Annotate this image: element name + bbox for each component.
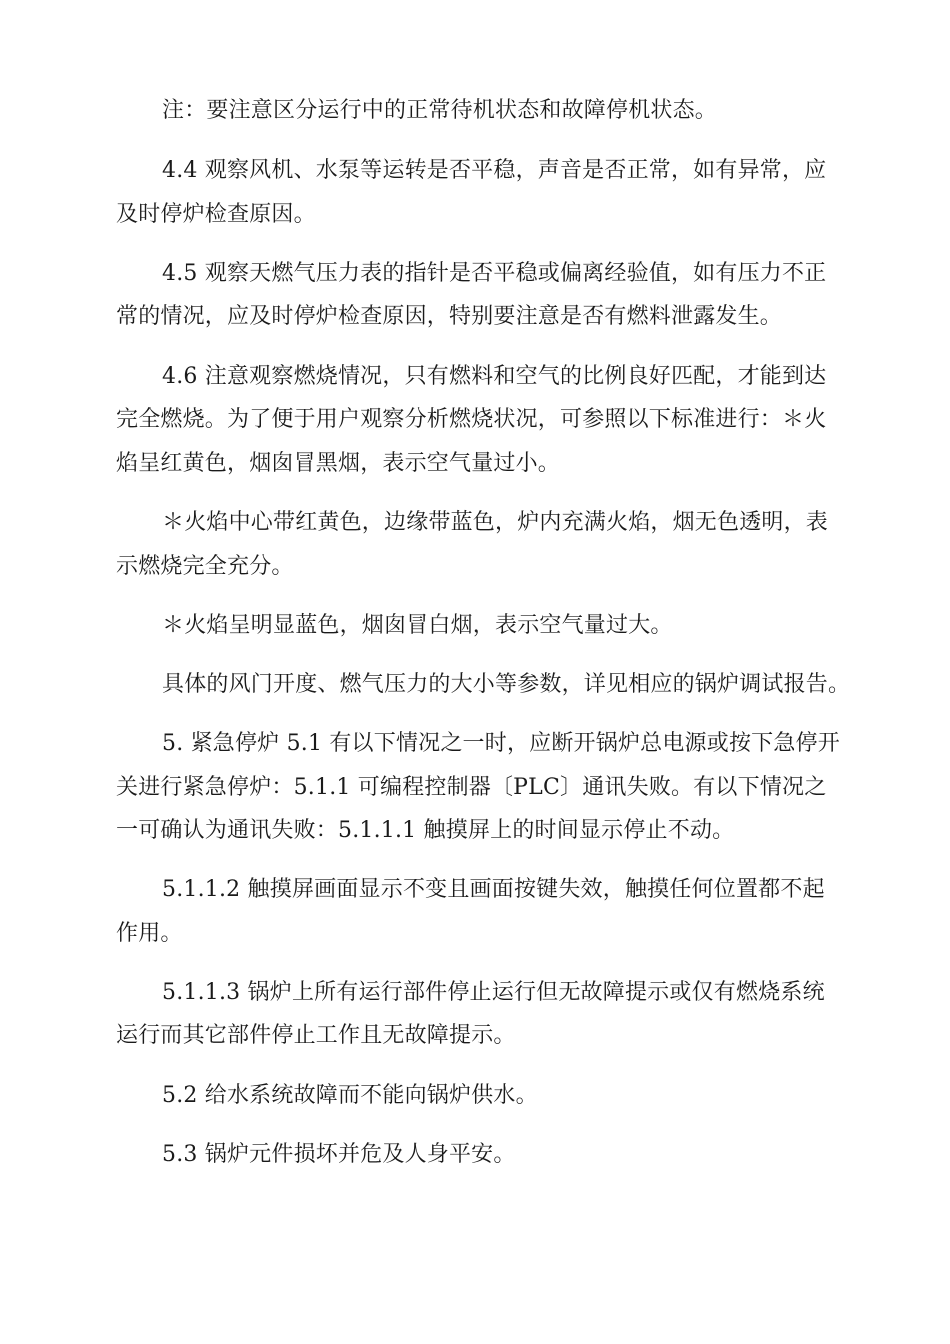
text-line: 一可确认为通讯失败：5.1.1.1 触摸屏上的时间显示停止不动。 [116, 818, 735, 843]
text-line: 5. 紧急停炉 5.1 有以下情况之一时，应断开锅炉总电源或按下急停开 [162, 731, 840, 756]
text-line: 及时停炉检查原因。 [116, 202, 316, 227]
text-line: 4.4 观察风机、水泵等运转是否平稳，声音是否正常，如有异常，应 [162, 158, 827, 183]
text-line: 示燃烧完全充分。 [116, 554, 294, 579]
text-line: 常的情况，应及时停炉检查原因，特别要注意是否有燃料泄露发生。 [116, 304, 783, 329]
text-line: 完全燃烧。为了便于用户观察分析燃烧状况，可参照以下标准进行：＊火 [116, 407, 827, 432]
text-line: ＊火焰中心带红黄色，边缘带蓝色，炉内充满火焰，烟无色透明，表 [162, 510, 829, 535]
text-line: 5.1.1.2 触摸屏画面显示不变且画面按键失效，触摸任何位置都不起 [162, 877, 825, 902]
text-line: 注：要注意区分运行中的正常待机状态和故障停机状态。 [162, 98, 718, 123]
text-line: ＊火焰呈明显蓝色，烟囱冒白烟，表示空气量过大。 [162, 613, 673, 638]
text-line: 具体的风门开度、燃气压力的大小等参数，详见相应的锅炉调试报告。 [162, 672, 851, 697]
text-line: 关进行紧急停炉：5.1.1 可编程控制器〔PLC〕通讯失败。有以下情况之 [116, 775, 827, 800]
text-line: 5.2 给水系统故障而不能向锅炉供水。 [162, 1083, 538, 1108]
text-line: 运行而其它部件停止工作且无故障提示。 [116, 1023, 516, 1048]
text-line: 4.5 观察天燃气压力表的指针是否平稳或偏离经验值，如有压力不正 [162, 261, 827, 286]
text-line: 作用。 [116, 921, 183, 946]
text-line: 5.3 锅炉元件损坏并危及人身平安。 [162, 1142, 516, 1167]
text-line: 5.1.1.3 锅炉上所有运行部件停止运行但无故障提示或仅有燃烧系统 [162, 980, 825, 1005]
text-line: 焰呈红黄色，烟囱冒黑烟，表示空气量过小。 [116, 451, 561, 476]
text-line: 4.6 注意观察燃烧情况，只有燃料和空气的比例良好匹配，才能到达 [162, 364, 827, 389]
